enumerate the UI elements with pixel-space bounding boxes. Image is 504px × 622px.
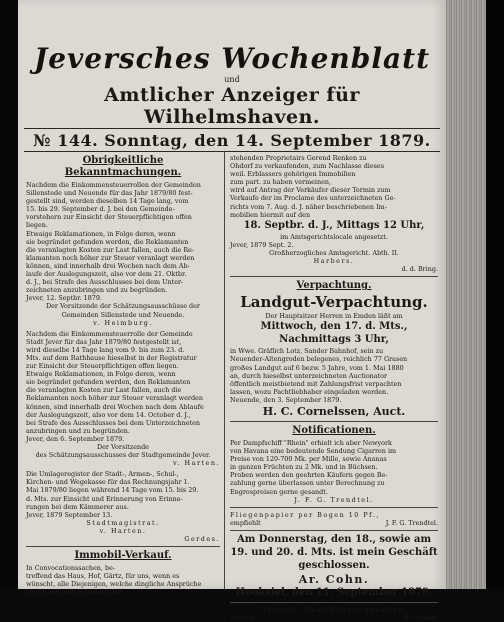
notice-line: in Wwe. Gräflich Lotz, Sander Bahnhof, sein zu [230, 347, 384, 356]
notice-line: großes Landgut auf 6 bezw. 5 Jahre, vom 1. Mai 1880 [230, 363, 404, 372]
notice-line: gestellt sind, werden dieselben 14 Tage lang, vom [26, 197, 189, 206]
notice-line: wird auf Antrag der Verkäufer dieser Termin zum [230, 186, 391, 195]
section-rule [230, 276, 438, 277]
notice-line: Verkaufe der im Proclame des unterzeichneten Ge- [230, 194, 396, 203]
masthead [18, 44, 446, 128]
merchant-signature: J. F. G. Trendtel. [294, 495, 374, 504]
right-column [230, 154, 438, 622]
notice-line: d. Mts. zur Einsicht und Erinnerung von Erinne- [26, 494, 183, 503]
notice-line: Die Umlageregister der Stadt-, Armen-, Schul-, [26, 470, 179, 479]
issue-date: Sonntag, den 14. September 1879. [104, 131, 431, 150]
notice-line: lassen, wozu Pachtliebhaber eingeladen werden. [230, 387, 389, 396]
notice-line: d. J., bei Strafe des Ausschlusses bei dem Unter- [26, 278, 184, 287]
notice-line: Engrospreisen gerne gesandt. [230, 487, 328, 496]
lease-body [230, 347, 438, 396]
notice-line: an die von dem Erben des ver- [26, 588, 126, 597]
notifications-body [230, 439, 438, 496]
issue-number: № 144. [33, 131, 99, 150]
notice-signature: v. Harten. [99, 526, 147, 535]
wanted-place: Wiefels. [230, 614, 256, 622]
notice-place-date: Jever, 1879 September 13. [26, 510, 113, 519]
notice-line: wird dieselbe 14 Tage lang vom 9. bis zum 23. d. [26, 345, 185, 354]
right-shadow [486, 0, 504, 589]
notice-line: zum part. zu haben vermeinen, [230, 178, 331, 187]
notice-line: Neuender-Altengroden belegenes, reichlich 77 Grasen [230, 355, 408, 364]
notice-line: treffend das Haus, Hof, Gärtz, für uns, wenn es [26, 572, 180, 581]
flypaper-ad [230, 511, 438, 519]
notice-line: Mai 1879/80 liegen während 14 Tage vom 15. bis 29. [26, 486, 199, 495]
property-sale-heading: Immobil-Verkauf. [74, 550, 172, 562]
shop-closed-line-2: 19. und 20. d. Mts. ist mein Geschäft [230, 546, 438, 558]
title-conjunction: und [224, 75, 240, 84]
notice-authority: Der Vorsitzende der Schätzungsausschüsse der [46, 302, 200, 311]
court-name: Großherzogliches Amtsgericht. Abth. II. [269, 248, 399, 257]
notifications-heading: Notificationen. [292, 424, 376, 436]
newspaper-title: Jeversches Wochenblatt [33, 42, 431, 75]
notice-line: Ohdorf zu verkaufenden, zum Nachlasse dieses [230, 162, 384, 171]
newspaper-page [18, 0, 446, 622]
notice-line: Sillenstede und Neuende für das Jahr 1879/80 fest- [26, 189, 193, 198]
auction-location: im Amtsgerichtslocale angesetzt. [280, 232, 388, 241]
wanted-footer [230, 614, 438, 622]
notice-line: von Havana eine bedeutende Sendung Cigarren im [230, 447, 397, 456]
notice-line: Nachdem die Einkommensteuerrollen der Gemeinden [26, 181, 201, 189]
left-shadow [0, 0, 18, 589]
notice-line: rungen bei dem Kämmerer aus. [26, 502, 129, 511]
notice-line: weil. Erblassers gehörigen Immobilien [230, 170, 356, 179]
notice-line: an, durch hieselbst unterzeichneten Auctionator [230, 371, 388, 380]
notice-line: zur Einsicht der Steuerpflichtigen offen liegen. [26, 362, 179, 371]
notice-authority: Stadtmagistrat. [86, 518, 160, 527]
notice-authority: Der Vorsitzende [97, 443, 149, 451]
notice-line: vorstehern zur Einsicht der Steuerpflichtigen offen [26, 213, 192, 222]
court-countersign: d. d. Bring. [401, 265, 438, 274]
shop-closed-line-1: Am Donnerstag, den 18., sowie am [236, 533, 432, 545]
notice-line: Kirchen- und Wegekasse für das Rechnungsjahr 1. [26, 478, 190, 487]
notice-line: Reklamanten noch höher zur Steuer veranlagt werden [26, 394, 203, 403]
shop-owner: Ar. Cohn. [298, 572, 370, 586]
notice-line: mobilien hiermit auf den [230, 210, 311, 219]
notice-line: der Auslegungszeit, also vor dem 14. October d. J., [26, 410, 191, 419]
notice-line: richts vom 7. Aug. d. J. näher beschriebenen Im- [230, 202, 387, 211]
notice-line: öffentlich meistbietend mit Zahlungsfrist verpachten [230, 379, 402, 388]
notice-signature: v. Heimburg. [93, 318, 153, 327]
auctioneer-name: H. C. Cornelssen, Auct. [262, 404, 406, 418]
notice-line: Etwaige Reklamationen, in Folge deren, wenn [26, 229, 176, 238]
column-divider [224, 152, 225, 589]
lease-intro: Der Hauptsitzer Herren in Emden läßt am [265, 312, 403, 321]
notice-line: In Convocationssachen, be- [26, 564, 116, 573]
notice-signature: Gerdes. [184, 535, 220, 544]
notice-line: sie begründet gefunden werden, den Reklamanten [26, 378, 191, 387]
notice-line: wünscht, alle Diejenigen, welche dingliche Ansprüche [26, 580, 202, 589]
lease-time: Nachmittags 3 Uhr, [279, 334, 389, 346]
notice-line: Preise von 120-700 Mk. per Mille, sowie Ananas [230, 455, 387, 464]
lease-place-date: Neuende, den 3. September 1879. [230, 395, 342, 404]
wanted-signature: B. Tapken. [403, 614, 438, 622]
section-rule [230, 421, 438, 422]
notice-line: anzubringen und zu begründen. [26, 426, 130, 435]
lease-heading: Verpachtung. [296, 280, 372, 292]
notice-line: Etwaige Reklamationen, in Folge deren, wenn [26, 370, 176, 379]
notice-line: laufe der Auslegungszeit, also vor dem 21. Oktbr. [26, 270, 187, 279]
shop-place-date: Hooksiel, den 11. September 1879. [235, 586, 433, 598]
masthead-rule-bottom [24, 151, 440, 152]
notice-line: sie begründet gefunden werden, die Reklamanten [26, 237, 189, 246]
notice-property-sale [26, 564, 220, 596]
official-notices-heading: Obrigkeitliche Bekanntmachungen. [64, 155, 182, 178]
notice-place-date: Jever, den 6. September 1879. [26, 434, 125, 443]
section-rule [230, 507, 438, 508]
notice-line: 15. bis 29. September d. J. bei den Gemeinde- [26, 205, 175, 214]
court-place-date: Jever, 1879 Sept. 2. [230, 240, 294, 249]
section-rule [26, 546, 220, 547]
notice-line: in ganzen Früchten zu 2 Mk. und in Büchsen. [230, 463, 378, 472]
notice-income-tax-rural [26, 181, 220, 294]
section-rule [230, 602, 438, 603]
lease-date: Mittwoch, den 17. d. Mts., [260, 321, 408, 333]
notice-line: stehenden Proprietairs Gerend Renken zu [230, 154, 367, 162]
left-column [26, 154, 220, 597]
flypaper-recommend: empfiehlt [230, 518, 261, 527]
notice-line: Stadt Jever für das Jahr 1879/80 festgestellt ist, [26, 337, 182, 346]
section-rule [230, 530, 438, 531]
notice-line: zeichneten anzubringen und zu begründen. [26, 286, 168, 295]
notice-line: die veranlagten Kosten zur Last fallen, auch die [26, 386, 182, 395]
shop-closed-line-3: geschlossen. [298, 559, 370, 571]
newspaper-subtitle: Amtlicher Anzeiger für Wilhelmshaven. [104, 84, 360, 128]
notice-levy-registers [26, 470, 220, 510]
notice-line: die veranlagten Kosten zur Last fallen, auch die Re- [26, 245, 195, 254]
page-stack-edge [446, 0, 486, 589]
notice-line: klamanten noch höher zur Steuer veranlagt werden [26, 253, 195, 262]
auction-date: 18. Septbr. d. J., Mittags 12 Uhr, [243, 219, 425, 231]
estate-lease-heading: Landgut-Verpachtung. [240, 293, 428, 312]
masthead-rule-top [24, 128, 440, 129]
notice-line: können, sind innerhalb drei Wochen nach dem Ab- [26, 261, 190, 270]
notice-place-date: Jever, 12. Septbr. 1879. [26, 294, 102, 303]
notice-line: Per Dampfschiff "Rhein" erhielt ich aber Newyork [230, 438, 392, 447]
notice-income-tax-city [26, 330, 220, 435]
notice-authority: Gemeinden Sillenstede und Neuende. [61, 310, 185, 319]
notice-line: zahlung gerne überlassen unter Berechnung zu [230, 479, 385, 488]
notice-line: Nachdem die Einkommensteuerrolle der Gemeinde [26, 329, 193, 338]
flypaper-signature: J. F. G. Trendtel. [385, 518, 438, 527]
wanted-ad: Gesucht. Zwei Zimmergesellen. [260, 605, 408, 614]
notice-line: bei Strafe des Ausschlusses bei dem Unterzeichneten [26, 418, 200, 427]
notice-line: Mts. auf dem Rathhause hieselbst in der Registratur [26, 353, 197, 362]
property-sale-continued [230, 154, 438, 219]
notice-authority: des Schätzungsausschusses der Stadtgemeinde Jever. [35, 451, 211, 460]
notice-line: liegen. [26, 221, 48, 230]
court-signature: Harbers. [313, 257, 355, 266]
notice-line: können, sind innerhalb drei Wochen nach dem Ablaufe [26, 402, 204, 411]
flypaper-ad-footer [230, 519, 438, 527]
notice-line: Proben werden den geehrten Käufern gegen Be- [230, 471, 388, 480]
notice-signature: v. Harten. [173, 459, 220, 468]
flypaper-text: Fliegenpapier per Bogen 10 Pf., [230, 510, 380, 519]
issue-line [18, 132, 446, 150]
